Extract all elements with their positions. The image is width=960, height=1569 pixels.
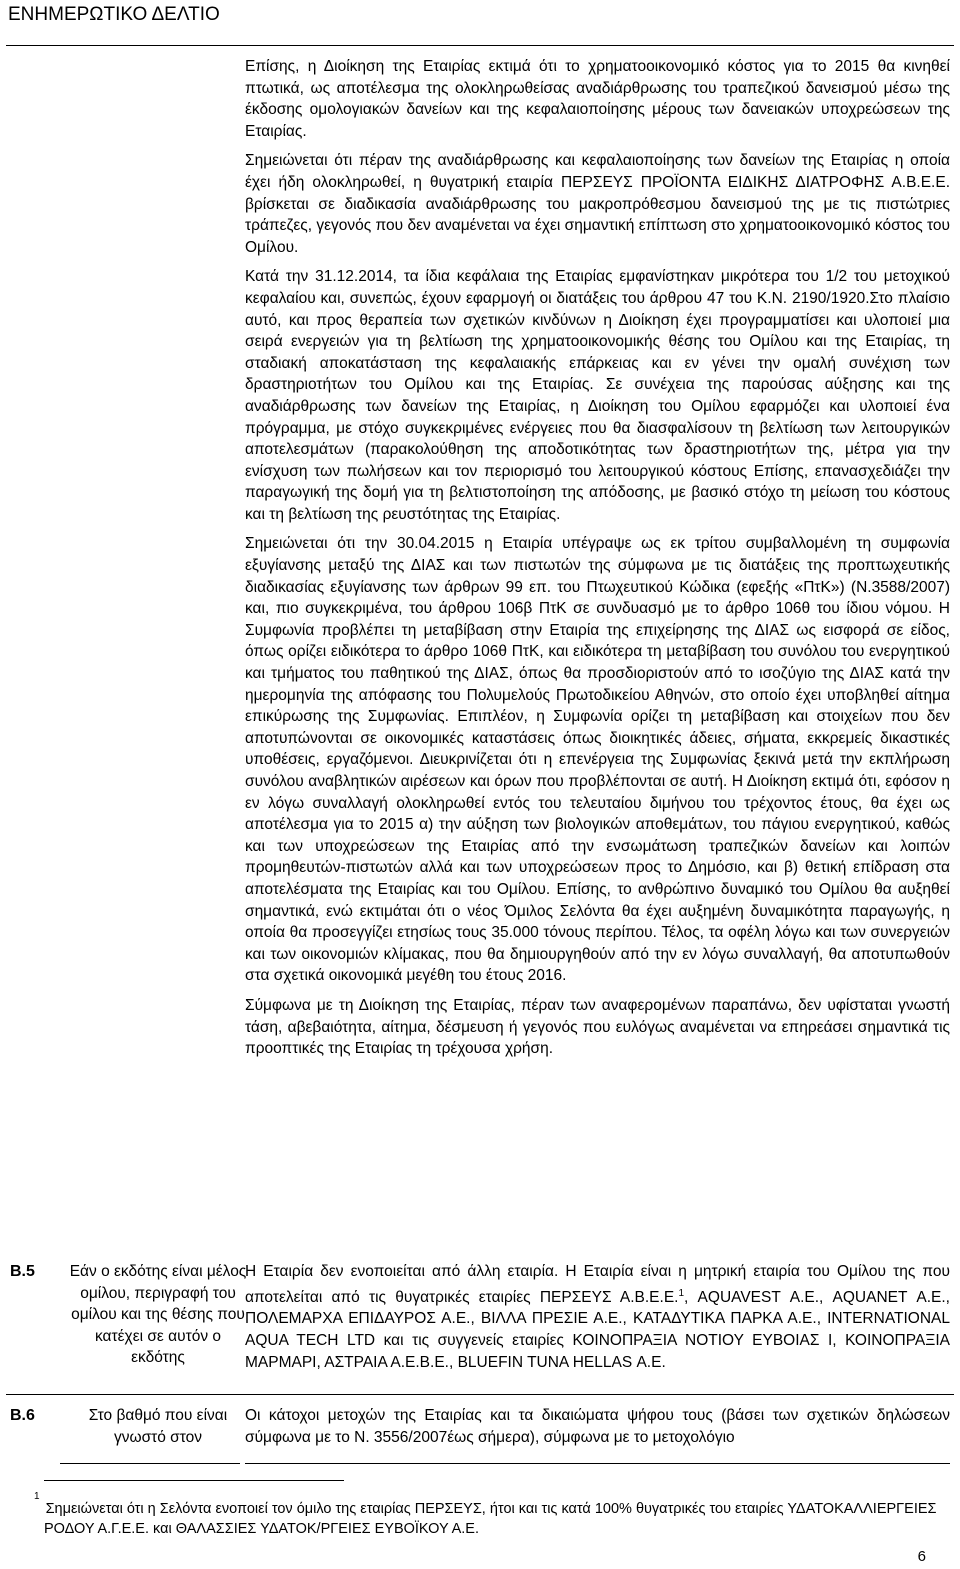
section-b6-number: B.6 <box>10 1407 35 1424</box>
paragraph-dias-agreement: Σημειώνεται ότι την 30.04.2015 η Εταιρία υπέγραψε ως εκ τρίτου συμβαλλομένη τη συμφωνία εξυγίανσης μεταξύ της ΔΙΑΣ και των πιστωτών της σύμφωνα με τις διατάξεις της προπτωχευτικής διαδικασίας εξυγίανσης των άρθρων 99 επ. του Πτωχευτικού Κώδικα (εφεξής «ΠτΚ») (Ν.3588/2007) και, πιο συγκεκριμένα, του άρθρου 106β ΠτΚ σε συνδυασμό με το άρθρο 106θ του ίδιου νόμου. Η Συμφωνία προβλέπει τη μεταβίβαση στην Εταιρία της επιχείρησης της ΔΙΑΣ ως εισφορά σε είδος, όπως ορίζει ειδικότερα το άρθρο 106θ ΠτΚ, και ειδικότερα τη μεταβίβαση του συνόλου του ενεργητικού και τμήματος του παθητικού της ΔΙΑΣ, όπως θα προσδιοριστούν από το ισοζύγιο της ΔΙΑΣ κατά την ημερομηνία της απόφασης του Πολυμελούς Πρωτοδικείου Αθηνών, στο οποίο έχει υποβληθεί αίτημα επικύρωσης της Συμφωνίας. Επιπλέον, η Συμφωνία ορίζει τη μεταβίβαση και στοιχείων που δεν αποτυπώνονται σε οικονομικές καταστάσεις όπως διοικητικές άδειες, σήματα, εκκρεμείς δικαστικές υποθέσεις, εργαζόμενοι. Διευκρινίζεται ότι η επενέργεια της Συμφωνίας ξεκινά μετά την εκπλήρωση συνόλου αναβλητικών αιρέσεων και όρων που προβλέπονται σε αυτή. Η Διοίκηση εκτιμά ότι, εφόσον η εν λόγω συναλλαγή ολοκληρωθεί εντός του τελευταίου διμήνου του τρέχοντος έτους, θα έχει ως αποτέλεσμα για το 2015 α) την αύξηση των βιολογικών αποθεμάτων, του πάγιου ενεργητικού, καθώς και των υποχρεώσεων της Εταιρίας από την ενσωμάτωση τραπεζικών δανείων και λοιπών προμηθευτών-πιστωτών αλλά και των υποχρεώσεων προς το Δημόσιο, και β) θετική επίδραση στα αποτελέσματα της Εταιρίας και του Ομίλου. Επίσης, το ανθρώπινο δυναμικό του Ομίλου θα αυξηθεί σημαντικά, ενώ εκτιμάται ότι ο νέος Όμιλος Σελόντα θα έχει αυξημένη δυναμικότητα παραγωγής, η οποία θα προσεγγίζει ετησίως τους 35.000 τόνους περίπου. Τέλος, τα οφέλη λόγω και των συνεργειών και των οικονομιών κλίμακας, που θα δημιουργηθούν από την εν λόγω συναλλαγή, θα αποτυπωθούν στα σχετικά οικονομικά μεγέθη του έτους 2016. <box>245 535 950 985</box>
footnote-text: Σημειώνεται ότι η Σελόντα ενοποιεί τον όμιλο της εταιρίας ΠΕΡΣΕΥΣ, ήτοι και τις κατά 100% θυγατρικές του εταιρίες ΥΔΑΤΟΚΑΛΛΙΕΡΓΕΙΕΣ ΡΟΔΟΥ Α.Γ.Ε.Ε. και ΘΑΛΑΣΣΙΕΣ ΥΔΑΤΟΚ/ΡΓΕΙΕΣ ΕΥΒΟΪΚΟΥ Α.Ε. <box>44 1500 937 1537</box>
group-structure-text-b: , AQUAVEST Α.Ε., AQUANET Α.Ε., ΠΟΛΕΜΑΡΧΑ ΕΠΙΔΑΥΡΟΣ Α.Ε., ΒΙΛΛΑ ΠΡΕΣΙΕ Α.Ε., ΚΑΤΑΔΥΤΙΚΑ ΠΑΡΚΑ Α.Ε., INTERNATIONAL AQUA TECH LTD και τις συγγενείς εταιρίες ΚΟΙΝΟΠΡΑΞΙΑ ΝΟΤΙΟΥ ΕΥΒΟΙΑΣ Ι, ΚΟΙΝΟΠΡΑΞΙΑ ΜΑΡΜΑΡΙ, ΑΣΤΡΑΙΑ Α.Ε.Β.Ε., BLUEFIN TUNA HELLAS Α.Ε. <box>245 1288 950 1371</box>
footnote-reference[interactable]: 1 <box>678 1287 685 1299</box>
section-divider-b5-b6 <box>6 1394 954 1395</box>
table-bottom-rule <box>60 1463 240 1464</box>
section-b6-label: Στο βαθμό που είναι γνωστό στον <box>88 1407 228 1446</box>
section-b4-body <box>245 56 950 1060</box>
footnote <box>34 1491 944 1539</box>
section-b5-label: Εάν ο εκδότης είναι μέλος ομίλου, περιγραφή του ομίλου και της θέσης που κατέχει σε αυτόν ο εκδότης <box>69 1263 247 1367</box>
paragraph-shareholders: Οι κάτοχοι μετοχών της Εταιρίας και τα δικαιώματα ψήφου τους (βάσει των σχετικών δηλώσεων σύμφωνα με το Ν. 3556/2007έως σήμερα), σύμφωνα με το μετοχολόγιο <box>245 1407 950 1446</box>
section-b5-body <box>245 1261 950 1373</box>
top-rule <box>6 45 954 46</box>
section-b5-number: B.5 <box>10 1263 35 1280</box>
section-b6 <box>10 1405 250 1455</box>
footnote-separator <box>44 1480 344 1481</box>
document-header-title: ΕΝΗΜΕΡΩΤΙΚΟ ΔΕΛΤΙΟ <box>8 4 220 25</box>
page-number: 6 <box>917 1548 926 1565</box>
paragraph-group-structure <box>245 1261 950 1373</box>
section-b6-body <box>245 1405 950 1448</box>
paragraph-subsidiary-restructuring: Σημειώνεται ότι πέραν της αναδιάρθρωσης και κεφαλαιοποίησης των δανείων της Εταιρίας η οποία έχει ήδη ολοκληρωθεί, η θυγατρική εταιρία ΠΕΡΣΕΥΣ ΠΡΟΪΟΝΤΑ ΕΙΔΙΚΗΣ ΔΙΑΤΡΟΦΗΣ Α.Β.Ε.Ε. βρίσκεται σε διαδικασία αναδιάρθρωσης του μακροπρόθεσμου δανεισμού της με τις πιστώτριες τράπεζες, γεγονός που δεν αναμένεται να έχει σημαντική επίπτωση στο χρηματοοικονομικό κόστος του Ομίλου. <box>245 152 950 256</box>
paragraph-finance-cost: Επίσης, η Διοίκηση της Εταιρίας εκτιμά ότι το χρηματοοικονομικό κόστος για το 2015 θα κινηθεί πτωτικά, ως αποτέλεσμα της ολοκληρωθείσας αναδιάρθρωσης του τραπεζικού δανεισμού μέσω της έκδοσης ομολογιακών δανείων και της κεφαλαιοποίησης μέρους των δανειακών υποχρεώσεων της Εταιρίας. <box>245 58 950 140</box>
paragraph-equity-measures: Κατά την 31.12.2014, τα ίδια κεφάλαια της Εταιρίας εμφανίστηκαν μικρότερα του 1/2 του μετοχικού κεφαλαίου και, συνεπώς, έχουν εφαρμογή οι διατάξεις του άρθρου 47 του Κ.Ν. 2190/1920.Στο πλαίσιο αυτό, και προς θεραπεία των σχετικών κινδύνων η Διοίκηση έχει προγραμματίσει και υλοποιεί μια σειρά ενεργειών για τη βελτίωση της χρηματοοικονομικής θέσης του Ομίλου και της Εταιρίας, τη σταδιακή αποκατάσταση της κεφαλαιακής επάρκειας και εν γένει την ομαλή συνέχιση των δραστηριοτήτων του Ομίλου και της Εταιρίας. Σε συνέχεια της παρούσας αύξησης και της αναδιάρθρωσης των δανείων της Εταιρίας, η Διοίκηση του Ομίλου εφαρμόζει και υλοποιεί ένα πρόγραμμα, με στόχο συγκεκριμένες ενέργειες που θα διασφαλίσουν τη βελτίωση των λειτουργικών αποτελεσμάτων (παρακολούθηση της αποδοτικότητας των δραστηριοτήτων της, μέτρα για την ενίσχυση των πωλήσεων και τον περιορισμό του λειτουργικού κόστους Επίσης, επανασχεδιάζει την παραγωγική της δομή για τη βελτιστοποίηση της απόδοσης, με βασικό στόχο τη μείωση του κόστους και τη βελτίωση της ρευστότητας της Εταιρίας. <box>245 268 950 523</box>
paragraph-no-known-trends: Σύμφωνα με τη Διοίκηση της Εταιρίας, πέραν των αναφερομένων παραπάνω, δεν υφίσταται γνωστή τάση, αβεβαιότητα, αίτημα, δέσμευση ή γεγονός που ευλόγως αναμένεται να επηρεάσει σημαντικά τις προοπτικές της Εταιρίας τη τρέχουσα χρήση. <box>245 996 950 1058</box>
section-b5 <box>10 1261 250 1391</box>
table-bottom-rule-right <box>245 1463 950 1464</box>
group-structure-text-a: Η Εταιρία δεν ενοποιείται από άλλη εταιρία. Η Εταιρία είναι η μητρική εταιρία του Ομίλου της που αποτελείται από τις θυγατρικές εταιρίες ΠΕΡΣΕΥΣ Α.Β.Ε.Ε. <box>245 1263 950 1306</box>
footnote-mark: 1 <box>34 1491 40 1502</box>
